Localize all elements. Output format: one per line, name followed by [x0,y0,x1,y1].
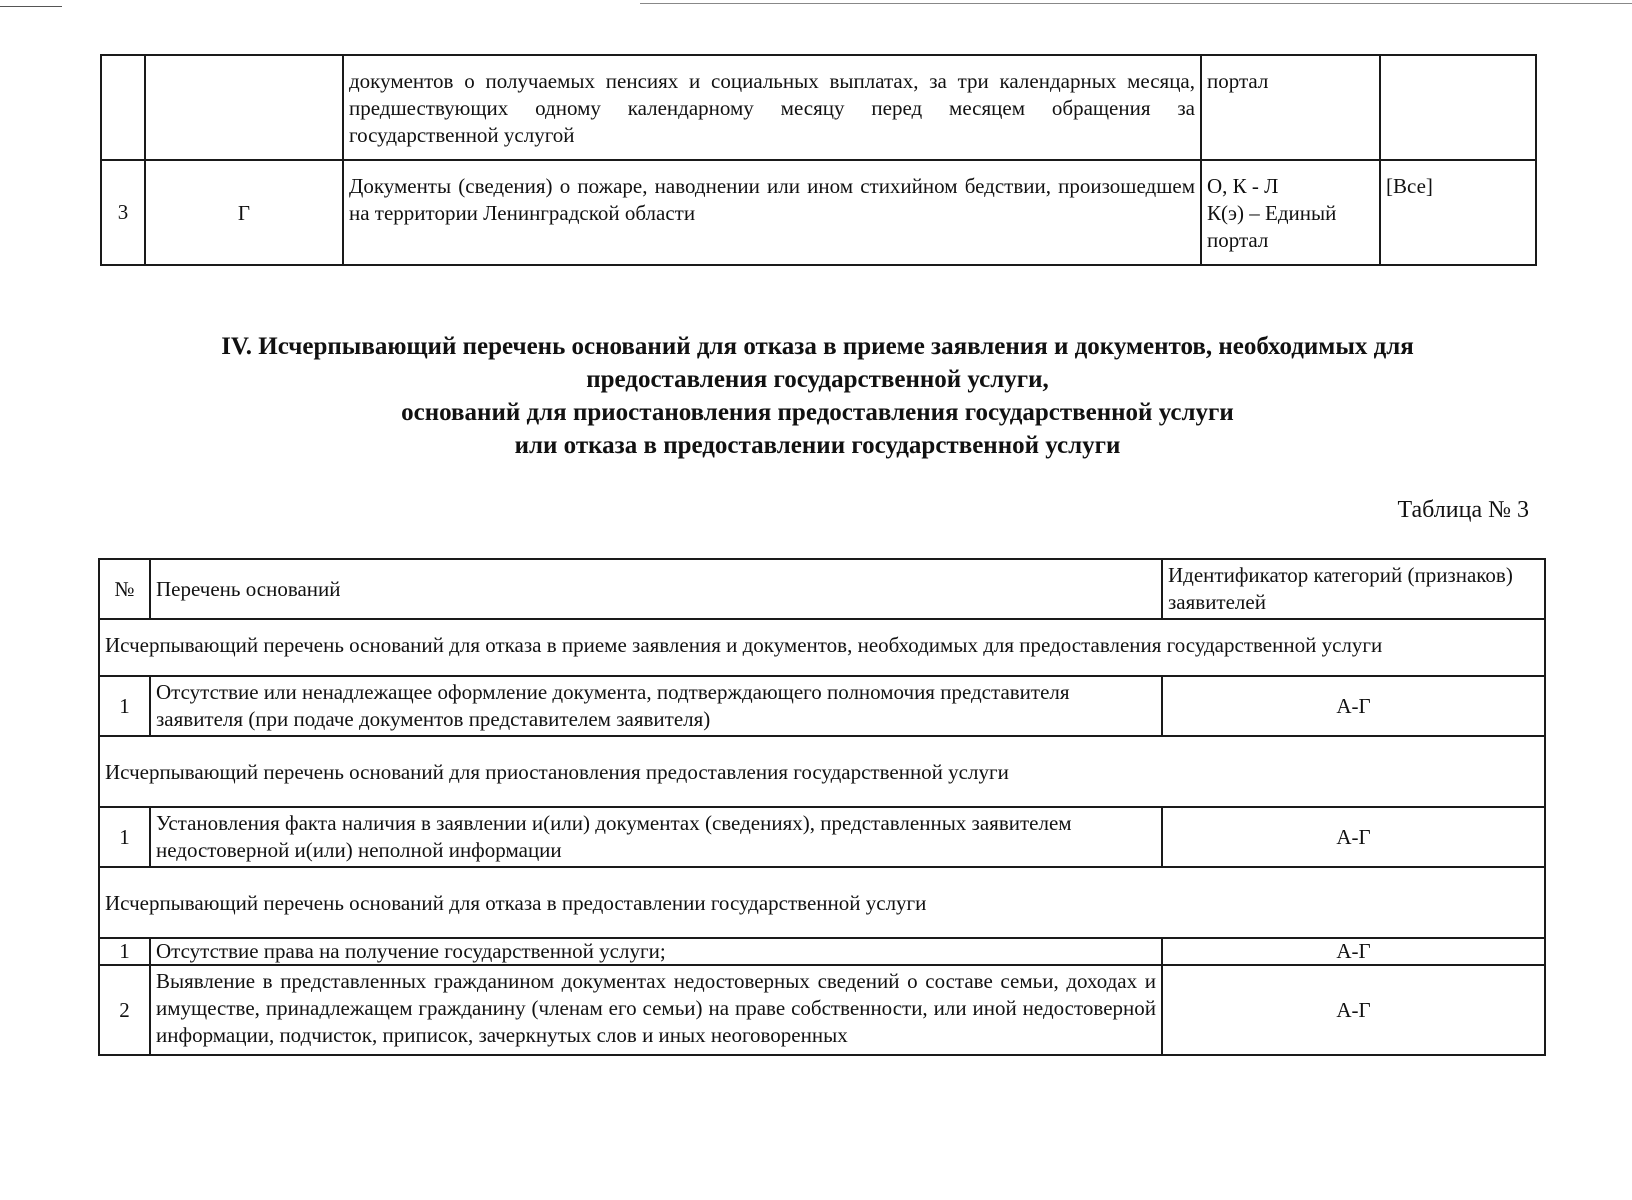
category-identifier: А-Г [1162,676,1545,736]
submission-form-line: К(э) – Единый [1207,201,1337,225]
submission-form-line: портал [1207,228,1269,252]
header-number: № [99,559,150,619]
row-number [101,55,145,160]
ground-text: Отсутствие или ненадлежащее оформление документа, подтверждающего полномочия представителя заявителя (при подаче документов представителем заявителя) [150,676,1162,736]
group-title: Исчерпывающий перечень оснований для приостановления предоставления государственной услуги [99,736,1545,807]
category-identifier: А-Г [1162,807,1545,867]
row-number: 1 [99,938,150,965]
table-caption: Таблица № 3 [1397,497,1529,523]
section-heading-line: IV. Исчерпывающий перечень оснований для отказа в приеме заявления и документов, необходимых для [221,333,1414,360]
group-title-row [99,736,1545,807]
group-title-row [99,867,1545,938]
applicant-scope [1380,55,1536,160]
ground-text [150,965,1162,1055]
section-heading-line: оснований для приостановления предоставления государственной услуги [401,399,1234,426]
applicant-category: Г [145,160,343,265]
section-heading-line: предоставления государственной услуги, [586,366,1049,393]
ground-text: Установления факта наличия в заявлении и(или) документах (сведениях), представленных заявителем недостоверной и(или) неполной информации [150,807,1162,867]
row-number: 1 [99,807,150,867]
table-row [101,160,1536,265]
row-number: 3 [101,160,145,265]
group-title-row [99,619,1545,676]
table-row [99,965,1545,1055]
documents-table-continuation [100,54,1537,266]
table-row [99,676,1545,736]
header-grounds: Перечень оснований [150,559,1162,619]
applicant-scope: [Все] [1380,160,1536,265]
grounds-table [98,558,1546,1056]
category-identifier: А-Г [1162,965,1545,1055]
row-number: 2 [99,965,150,1055]
submission-form [1201,55,1380,160]
applicant-category [145,55,343,160]
ground-text-clipped: Выявление в представленных гражданином документах недостоверных сведений о составе семьи, доходах и имуществе, принадлежащем гражданину (членам его семьи) на праве собственности, или иной недостоверной информации, подчисток, приписок, зачеркнутых слов и иных неоговоренных [156,969,1156,1047]
submission-form-line: портал [1207,69,1269,93]
submission-form [1201,160,1380,265]
scan-edge-line-right [640,3,1632,4]
category-identifier: А-Г [1162,938,1545,965]
ground-text: Отсутствие права на получение государственной услуги; [150,938,1162,965]
submission-form-line: О, К - Л [1207,174,1279,198]
scan-edge-line-left [0,6,62,7]
header-identifier: Идентификатор категорий (признаков) заявителей [1162,559,1545,619]
section-heading [100,330,1535,462]
table-row [101,55,1536,160]
group-title: Исчерпывающий перечень оснований для отказа в предоставлении государственной услуги [99,867,1545,938]
document-description: документов о получаемых пенсиях и социальных выплатах, за три календарных месяца, предшествующих одному календарному месяцу перед месяцем обращения за государственной услугой [343,55,1201,160]
document-description: Документы (сведения) о пожаре, наводнении или ином стихийном бедствии, произошедшем на территории Ленинградской области [343,160,1201,265]
table-header-row [99,559,1545,619]
group-title: Исчерпывающий перечень оснований для отказа в приеме заявления и документов, необходимых для предоставления государственной услуги [99,619,1545,676]
row-number: 1 [99,676,150,736]
section-heading-line: или отказа в предоставлении государственной услуги [514,432,1121,459]
table-row [99,807,1545,867]
table-row [99,938,1545,965]
